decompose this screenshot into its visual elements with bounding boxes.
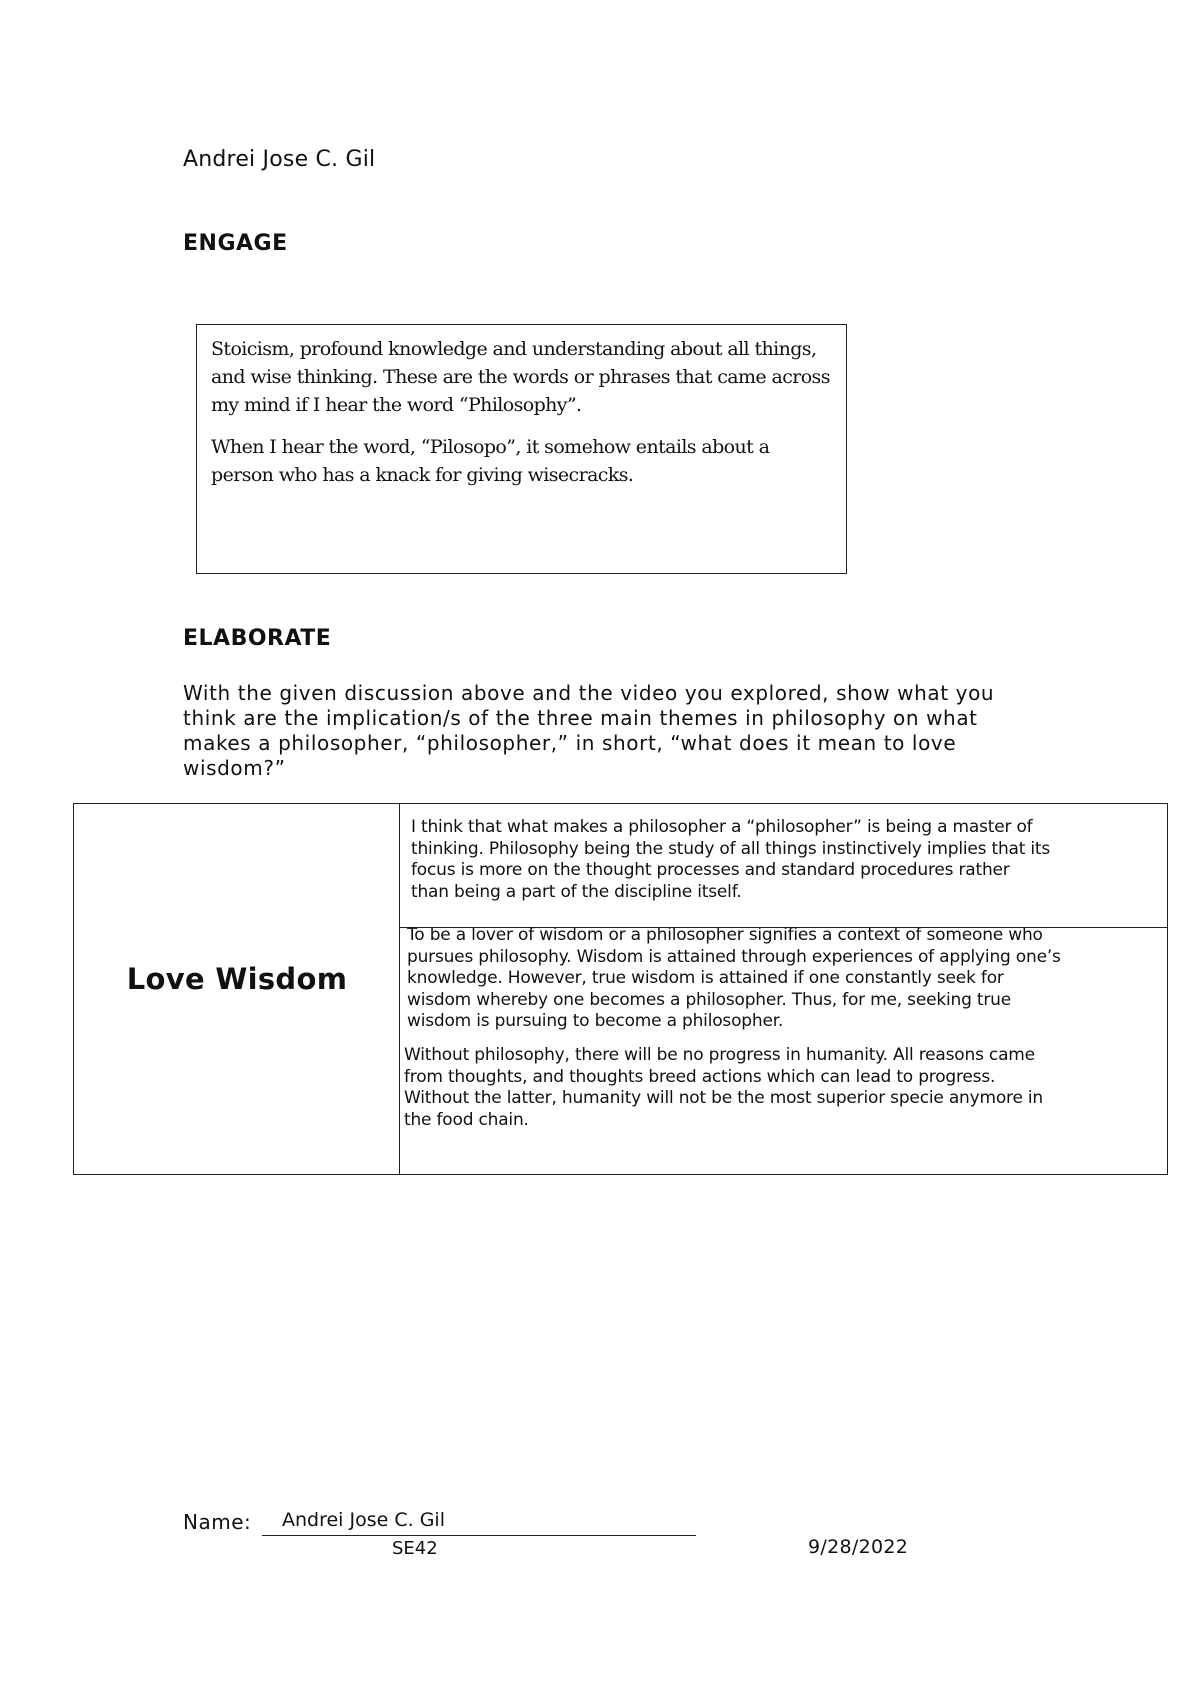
engage-paragraph: Stoicism, profound knowledge and understanding about all things, and wise thinking. These are the words or phrases that came across my mind if I hear the word “Philosophy”. xyxy=(211,338,830,416)
author-name: Andrei Jose C. Gil xyxy=(183,147,376,172)
name-label: Name: xyxy=(183,1510,252,1534)
wisdom-table xyxy=(73,803,1168,1175)
name-value: Andrei Jose C. Gil xyxy=(282,1509,445,1531)
answers-cell xyxy=(400,804,1167,1174)
elaborate-prompt: With the given discussion above and the video you explored, show what you think are the implication/s of the three main themes in philosophy on what makes a philosopher, “philosopher,” in short, “what does it mean to love wisdom?” xyxy=(183,681,995,780)
name-underline xyxy=(262,1535,696,1536)
engage-heading: ENGAGE xyxy=(183,231,288,256)
elaborate-heading: ELABORATE xyxy=(183,626,332,651)
date: 9/28/2022 xyxy=(808,1536,909,1558)
engage-answer-box xyxy=(196,324,847,574)
answer-text: I think that what makes a philosopher a “philosopher” is being a master of thinking. Philosophy being the study of all things instinctively implies that its focus is more on the thought processes and standard procedures rather than being a part of the discipline itself. xyxy=(411,817,1051,902)
theme-cell xyxy=(74,804,400,1174)
theme-label: Love Wisdom xyxy=(126,962,348,996)
answer-text: Without philosophy, there will be no progress in humanity. All reasons came from thoughts, and thoughts breed actions which can lead to progress. Without the latter, humanity will not be the most superior specie anymore in the food chain. xyxy=(404,1045,1044,1130)
engage-paragraph: When I hear the word, “Pilosopo”, it somehow entails about a person who has a knack for giving wisecracks. xyxy=(211,436,770,486)
answer-text: To be a lover of wisdom or a philosopher signifies a context of someone who pursues philosophy. Wisdom is attained through experiences of applying one’s knowledge. However, true wisdom is attained if one constantly seek for wisdom whereby one becomes a philosopher. Thus, for me, seeking true wisdom is pursuing to become a philosopher. xyxy=(407,925,1061,1031)
section-code: SE42 xyxy=(392,1538,438,1559)
